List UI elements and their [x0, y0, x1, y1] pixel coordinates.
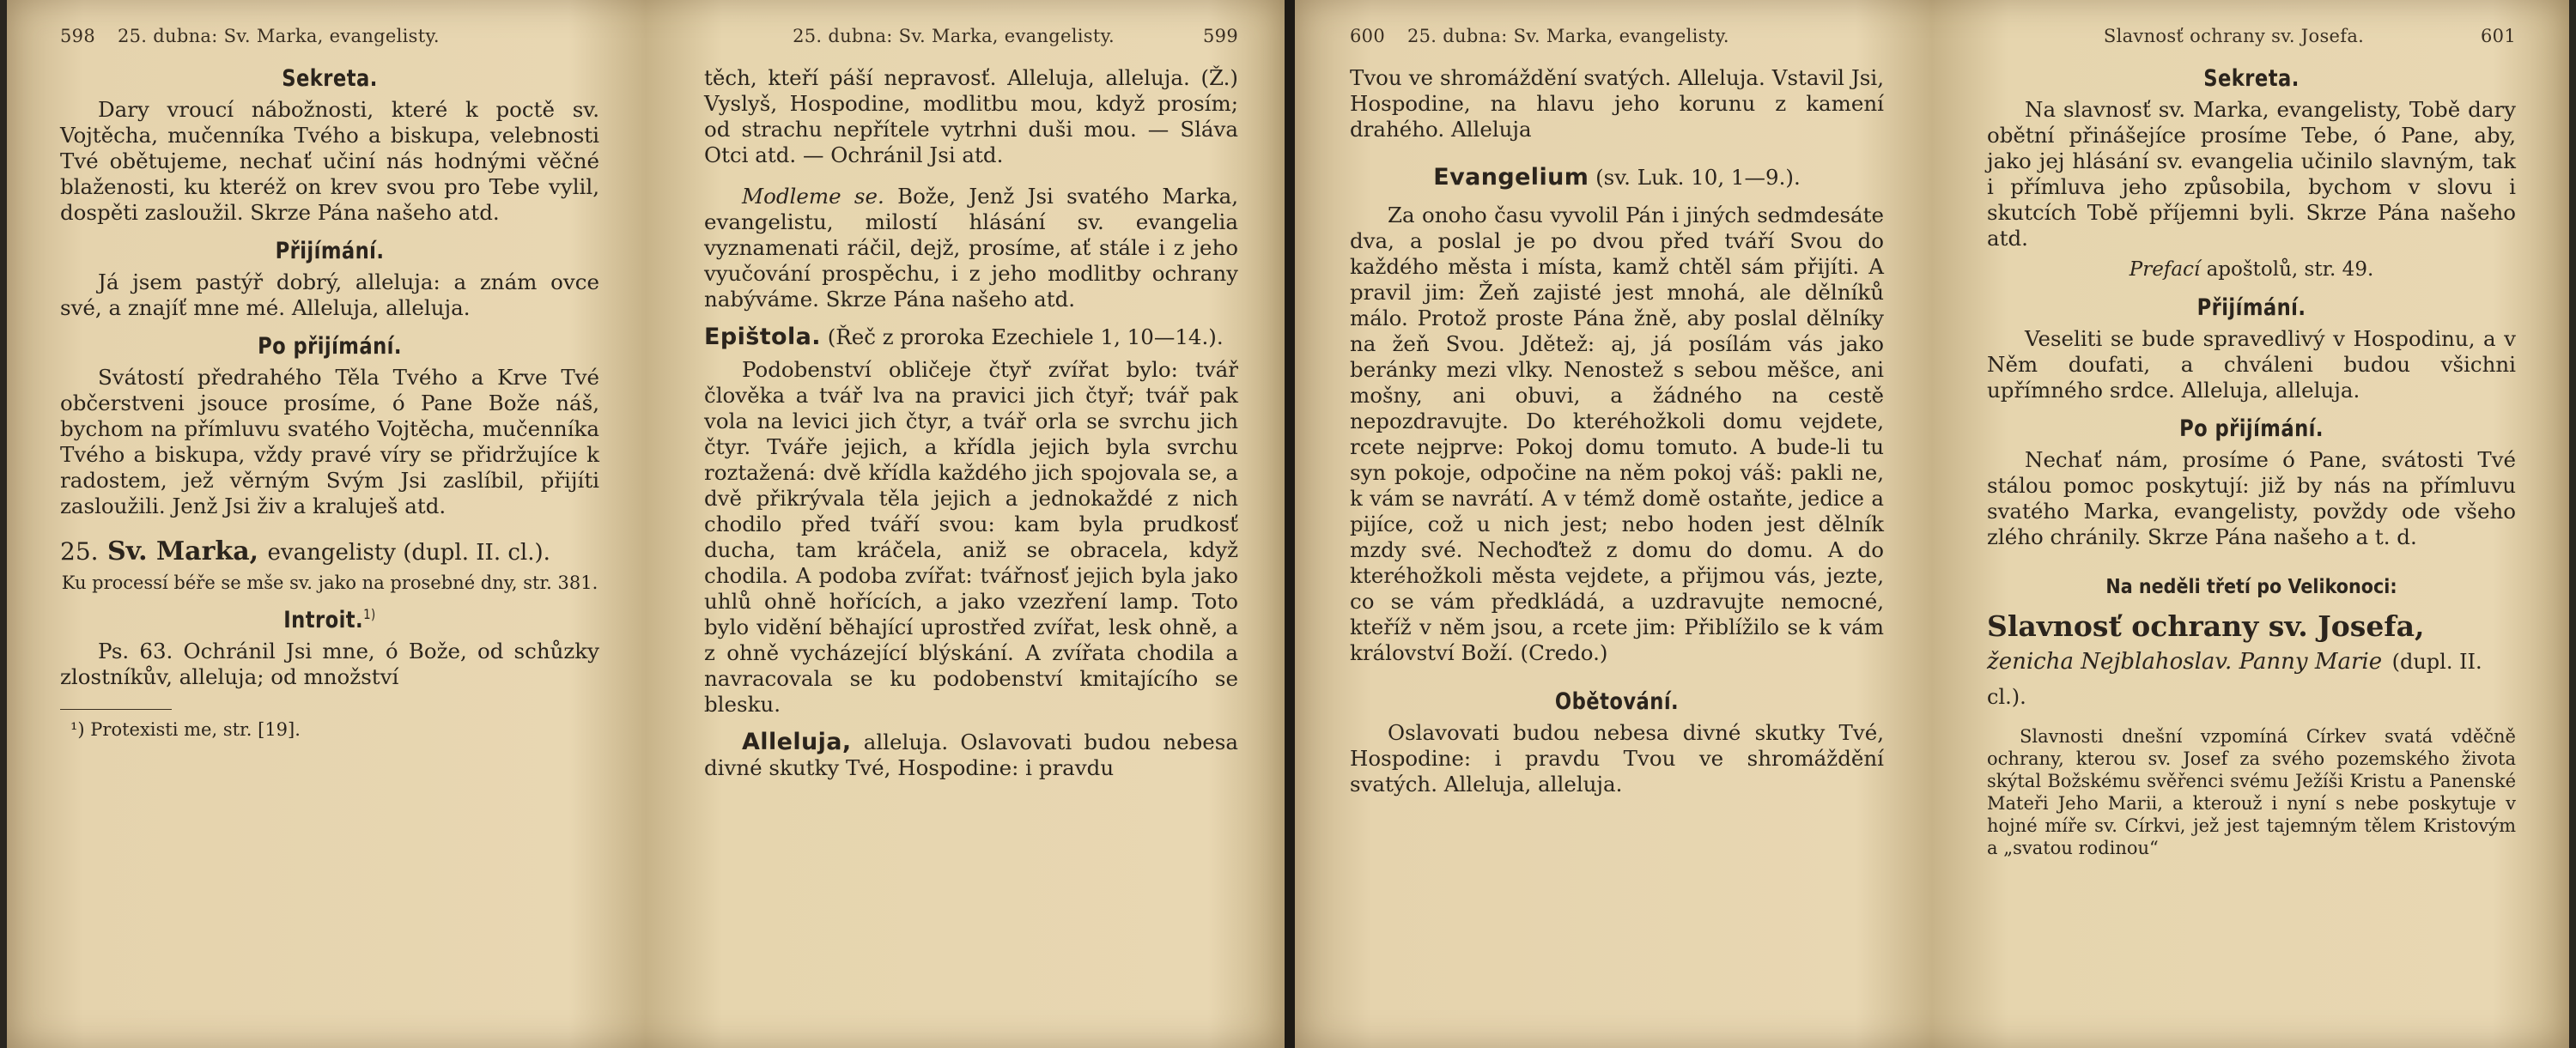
evangelium-text: Za onoho času vyvolil Pán i jiných sedmdesáte dva, a poslal je po dvou před tváří Svou do každého města i místa, kamž chtěl sám přijíti. A pravil jim: Žeň zajisté jest mnohá, ale dělníků málo. Protož proste Pána žně, aby poslal dělníky na žeň Svou. Jdětež: aj, já posílám vás jako beránky mezi vlky. Nenostež s sebou měšce, ani mošny, ani obuvi, a žádného na cestě nepozdravujte. Do kteréhožkoli domu vejdete, rcete nejprve: Pokoj domu tomuto. A bude-li tu syn pokoje, odpočine na něm pokoj váš: pakli ne, k vám se navrátí. A v témž domě ostaňte, jedice a pijíce, což u nich jest; nebo hoden jest dělník mzdy své. Nechoďtež z domu do domu. A do kteréhožkoli města vejdete, a přijmou vás, jezte, co se vám předkládá, a uzdravujte nemocné, kteříž v něm jsou, a rcete jim: Přiblížilo se k vám království Boží. (Credo.)	[1350, 203, 1884, 665]
section-heading-po-prijimani: Po přijímání.	[2179, 415, 2324, 442]
sekreta-text: Na slavnosť sv. Marka, evangelisty, Tobě dary obětní přinášejíce prosíme Tebe, ó Pane, aby, jako jej hlásání sv. evangelia učinilo slavným, tak i přímluva jeho způsobila, bychom v slovu i skutcích Tobě příjemni byli. Skrze Pána našeho atd.	[1987, 97, 2516, 251]
section-heading-epistola: Epištola.	[704, 324, 821, 350]
prijimani-text: Veseliti se bude spravedlivý v Hospodinu, a v Něm doufati, a chváleni budou všichni upřímného srdce. Alleluja, alleluja.	[1987, 326, 2516, 403]
introit-label: Introit.	[283, 607, 364, 633]
sekreta-text: Dary vroucí nábožnosti, které k poctě sv. Vojtěcha, mučenníka Tvého a biskupa, velebnosti Tvé obětujeme, nechať učiní nás hodnými věčné blaženosti, ku kteréž on krev svou pro Tebe vylil, dospěti zasloužil. Skrze Pána našeho atd.	[60, 97, 599, 225]
collect-paragraph	[704, 184, 1238, 312]
page-598	[24, 0, 635, 1048]
modleme-label: Modleme se.	[742, 184, 884, 209]
prefaci-label: Prefací	[2129, 258, 2201, 281]
running-header	[704, 26, 1238, 46]
feast-title	[60, 536, 599, 566]
header-title: 25. dubna: Sv. Marka, evangelisty.	[1406, 26, 1729, 46]
procession-note: Ku processí béře se mše sv. jako na prosebné dny, str. 381.	[61, 572, 598, 593]
header-title: 25. dubna: Sv. Marka, evangelisty.	[117, 26, 440, 46]
epistola-text: Podobenství obličeje čtyř zvířat bylo: tvář člověka a tvář lva na pravici jich čtyř; tvář pak vola na levici jich čtyr, a tvář orla se svrchu jich čtyr. Tváře jejich, a křídla jejich byla svrchu roztažená: dvě křídla každého jich spojovala se, a dvě přikrývala těla jejich a jednokaždé z nich chodilo před tváří svou: kam byla prudkosť ducha, tam kráčela, aniž se obracela, když chodila. A podoba zvířat: tvářnosť jejich byla jako uhlů ohně hořících, a jako vzezření lamp. Toto bylo vidění běhající uprostřed zvířat, lesk ohně, a z ohně vycházející blýskání. A zvířata chodila a navracovala se ku podobenství kmitajícího se blesku.	[704, 357, 1238, 717]
prijimani-text: Já jsem pastýř dobrý, alleluja: a znám ovce své, a znajíť mne mé. Alleluja, alleluja.	[60, 270, 599, 320]
page-number: 600	[1350, 26, 1385, 46]
po-prijimani-text: Svátostí předrahého Těla Tvého a Krve Tvé občerstveni jsouce prosíme, ó Pane Bože náš, bychom na přímluvu svatého Vojtěcha, mučenníka Tvého a biskupa, vždy pravé víry se přidržujíce k radostem, jež věrným Svým Jsi zaslíbil, přijíti zasloužili. Jenž Jsi živ a kraluješ atd.	[60, 365, 599, 518]
epistola-reference: (Řeč z proroka Ezechiele 1, 10—14.).	[827, 324, 1224, 349]
page-number: 601	[2481, 26, 2516, 46]
section-heading-introit	[103, 606, 556, 633]
section-heading-prijimani: Přijímání.	[2196, 294, 2306, 321]
scan-divider	[1285, 0, 1295, 1048]
sunday-heading: Na neděli třetí po Velikonoci:	[2105, 576, 2397, 598]
page-601	[1951, 0, 2552, 1048]
preface-reference	[1987, 257, 2516, 282]
feast-number: 25.	[60, 537, 99, 566]
header-title: Slavnosť ochrany sv. Josefa.	[2103, 26, 2365, 46]
running-header	[60, 26, 599, 46]
evangelium-heading-line	[1350, 165, 1884, 191]
feast-name: Sv. Marka,	[106, 536, 259, 566]
prefaci-text: apoštolů, str. 49.	[2206, 258, 2374, 281]
section-heading-sekreta: Sekreta.	[2203, 65, 2300, 92]
section-heading-alleluja: Alleluja,	[742, 729, 852, 755]
alleluja-continuation: Tvou ve shromáždění svatých. Alleluja. Vstavil Jsi, Hospodine, na hlavu jeho korunu z kamení drahého. Alleluja	[1350, 65, 1884, 142]
page-599	[668, 0, 1274, 1048]
header-title: 25. dubna: Sv. Marka, evangelisty.	[793, 26, 1115, 46]
collect-text: Bože, Jenž Jsi svatého Marka, evangelistu, milostí hlásání sv. evangelia vyznamenati ráčil, dejž, prosíme, ať stále i z jeho vyučování prospěchu, i z jeho modlitby ochrany nabýváme. Skrze Pána našeho atd.	[704, 184, 1238, 312]
feast-rank: (dupl. II. cl.).	[1987, 650, 2482, 709]
footnote: ¹) Protexisti me, str. [19].	[70, 719, 301, 740]
feast-rank: evangelisty (dupl. II. cl.).	[267, 540, 550, 566]
po-prijimani-text: Nechať nám, prosíme ó Pane, svátosti Tvé stálou pomoc poskytují: již by nás na přímluvu svatého Marka, evangelisty, povždy ode všeho zlého chránily. Skrze Pána našeho a t. d.	[1987, 447, 2516, 549]
page-number: 599	[1203, 26, 1238, 46]
page-600	[1314, 0, 1920, 1048]
section-heading-sekreta: Sekreta.	[282, 65, 378, 92]
introit-continuation: těch, kteří páší nepravosť. Alleluja, alleluja. (Ž.) Vyslyš, Hospodine, modlitbu mou, když prosím; od strachu nepřítele vytrhni duši mou. — Sláva Otci atd. — Ochránil Jsi atd.	[704, 65, 1238, 167]
alleluja-paragraph	[704, 730, 1238, 781]
feast-introduction: Slavnosti dnešní vzpomíná Církev svatá vděčně ochrany, kterou sv. Josef za svého pozemského života skýtal Božskému svěřenci svému Ježíši Kristu a Panenské Mateři Jeho Marii, a kterouž i nyní s nebe poskytuje v hojné míře sv. Církvi, jež jest tajemným tělem Kristovým a „svatou rodinou“	[1987, 726, 2516, 858]
obetovani-text: Oslavovati budou nebesa divné skutky Tvé, Hospodine: i pravdu Tvou ve shromáždění svatých. Alleluja, alleluja.	[1350, 720, 1884, 797]
page-number: 598	[60, 26, 95, 46]
section-heading-po-prijimani: Po přijímání.	[258, 333, 402, 360]
running-header	[1987, 26, 2516, 46]
evangelium-reference: (sv. Luk. 10, 1—9.).	[1595, 165, 1801, 190]
section-heading-obetovani: Obětování.	[1554, 688, 1680, 715]
feast-name: Slavnosť ochrany sv. Josefa,	[1987, 609, 2425, 643]
footnote-rule	[60, 709, 172, 710]
feast-subtitle: ženicha Nejblahoslav. Panny Marie	[1987, 649, 2383, 675]
running-header	[1350, 26, 1884, 46]
alleluja-text: alleluja. Oslavovati budou nebesa divné skutky Tvé, Hospodine: i pravdu	[704, 730, 1238, 780]
feast-title	[1987, 610, 2516, 713]
footnote-marker: 1)	[363, 606, 376, 622]
section-heading-evangelium: Evangelium	[1433, 164, 1589, 191]
introit-text: Ps. 63. Ochránil Jsi mne, ó Bože, od schůzky zlostníkův, alleluja; od množství	[60, 639, 599, 689]
section-heading-prijimani: Přijímání.	[275, 238, 385, 264]
epistola-heading-line	[704, 324, 1238, 350]
